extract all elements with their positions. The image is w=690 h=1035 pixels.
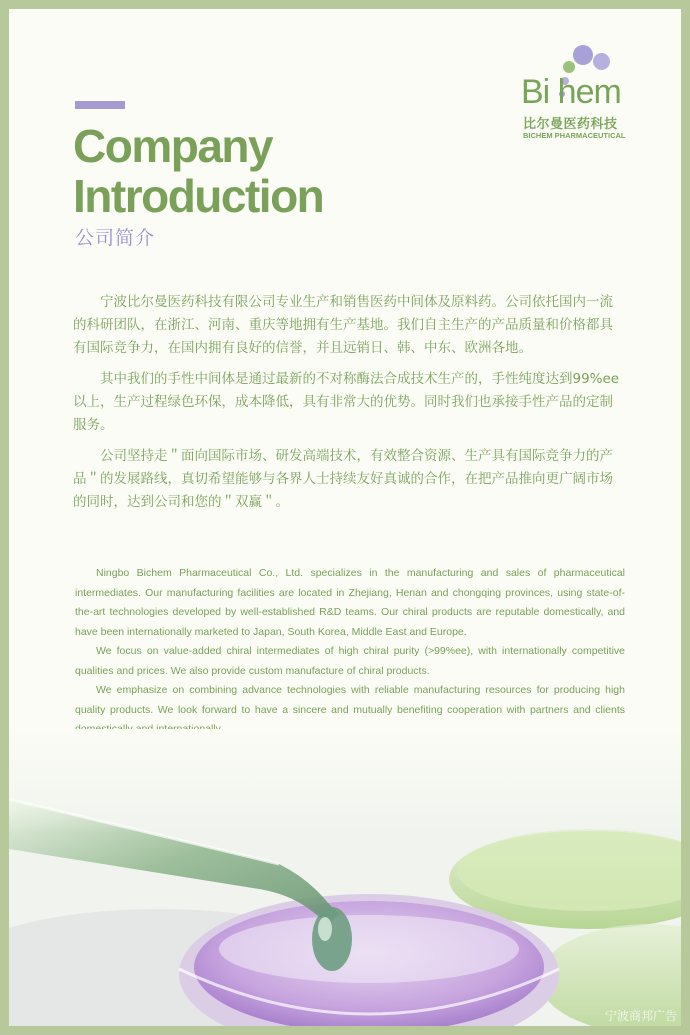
chinese-paragraph: 其中我们的手性中间体是通过最新的不对称酶法合成技术生产的，手性纯度达到99%ee 以上，生产过程绿色环保，成本降低，具有非常大的优势。同时我们也承接手性产品的定制服务。	[73, 371, 620, 433]
english-paragraph: We focus on value-added chiral intermediates of high chiral purity (>99%ee), with internationally competitive qualities and prices. We also provide custom manufacture of chiral products.	[75, 645, 625, 677]
chinese-paragraph: 宁波比尔曼医药科技有限公司专业生产和销售医药中间体及原料药。公司依托国内一流的科研团队，在浙江、河南、重庆等地拥有生产基地。我们自主生产的产品质量和价格都具有国际竞争力，在国内拥有良好的信誉，并且远销日、韩、中东、欧洲各地。	[73, 294, 613, 356]
logo-dot-icon	[563, 61, 575, 73]
chinese-introduction	[73, 291, 623, 522]
title-line-2: Introduction	[73, 170, 324, 222]
english-paragraph: Ningbo Bichem Pharmaceutical Co., Ltd. specializes in the manufacturing and sales of pharmaceutical intermediates. Our manufacturing facilities are located in Zhejiang, Henan and chongqing provinces, using state-of-the-art technologies developed by well-established R&D teams. Our chiral products are reputable domestically, and have been internationally marketed to Japan, South Korea, Middle East and Europe.	[75, 567, 625, 638]
company-logo	[517, 39, 647, 139]
page-subtitle: 公司简介	[75, 227, 156, 249]
page-title	[73, 121, 323, 221]
title-accent-bar	[75, 101, 125, 109]
poster	[9, 9, 681, 1026]
chinese-paragraph: 公司坚持走＂面向国际市场、研发高端技术，有效整合资源、生产具有国际竞争力的产品＂的发展路线，真切希望能够与各界人士持续友好真诚的合作，在把产品推向更广阔市场的同时，达到公司和您的＂双赢＂。	[73, 448, 613, 510]
logo-english-name: BICHEM PHARMACEUTICAL	[523, 131, 626, 140]
logo-dot-icon	[593, 53, 610, 70]
english-paragraph: We emphasize on combining advance technologies with reliable manufacturing resources for producing high quality products. We look forward to have a sincere and mutually benefiting cooperation with partners and clients	[75, 684, 625, 716]
english-introduction	[75, 564, 625, 740]
watermark: 宁波商邦广告	[604, 1009, 677, 1023]
logo-chinese-name: 比尔曼医药科技	[523, 117, 618, 132]
title-line-1: Company	[73, 120, 273, 172]
lab-glassware-image	[9, 729, 681, 1026]
logo-wordmark: Bi hem	[521, 73, 621, 111]
logo-dot-icon	[573, 45, 593, 65]
